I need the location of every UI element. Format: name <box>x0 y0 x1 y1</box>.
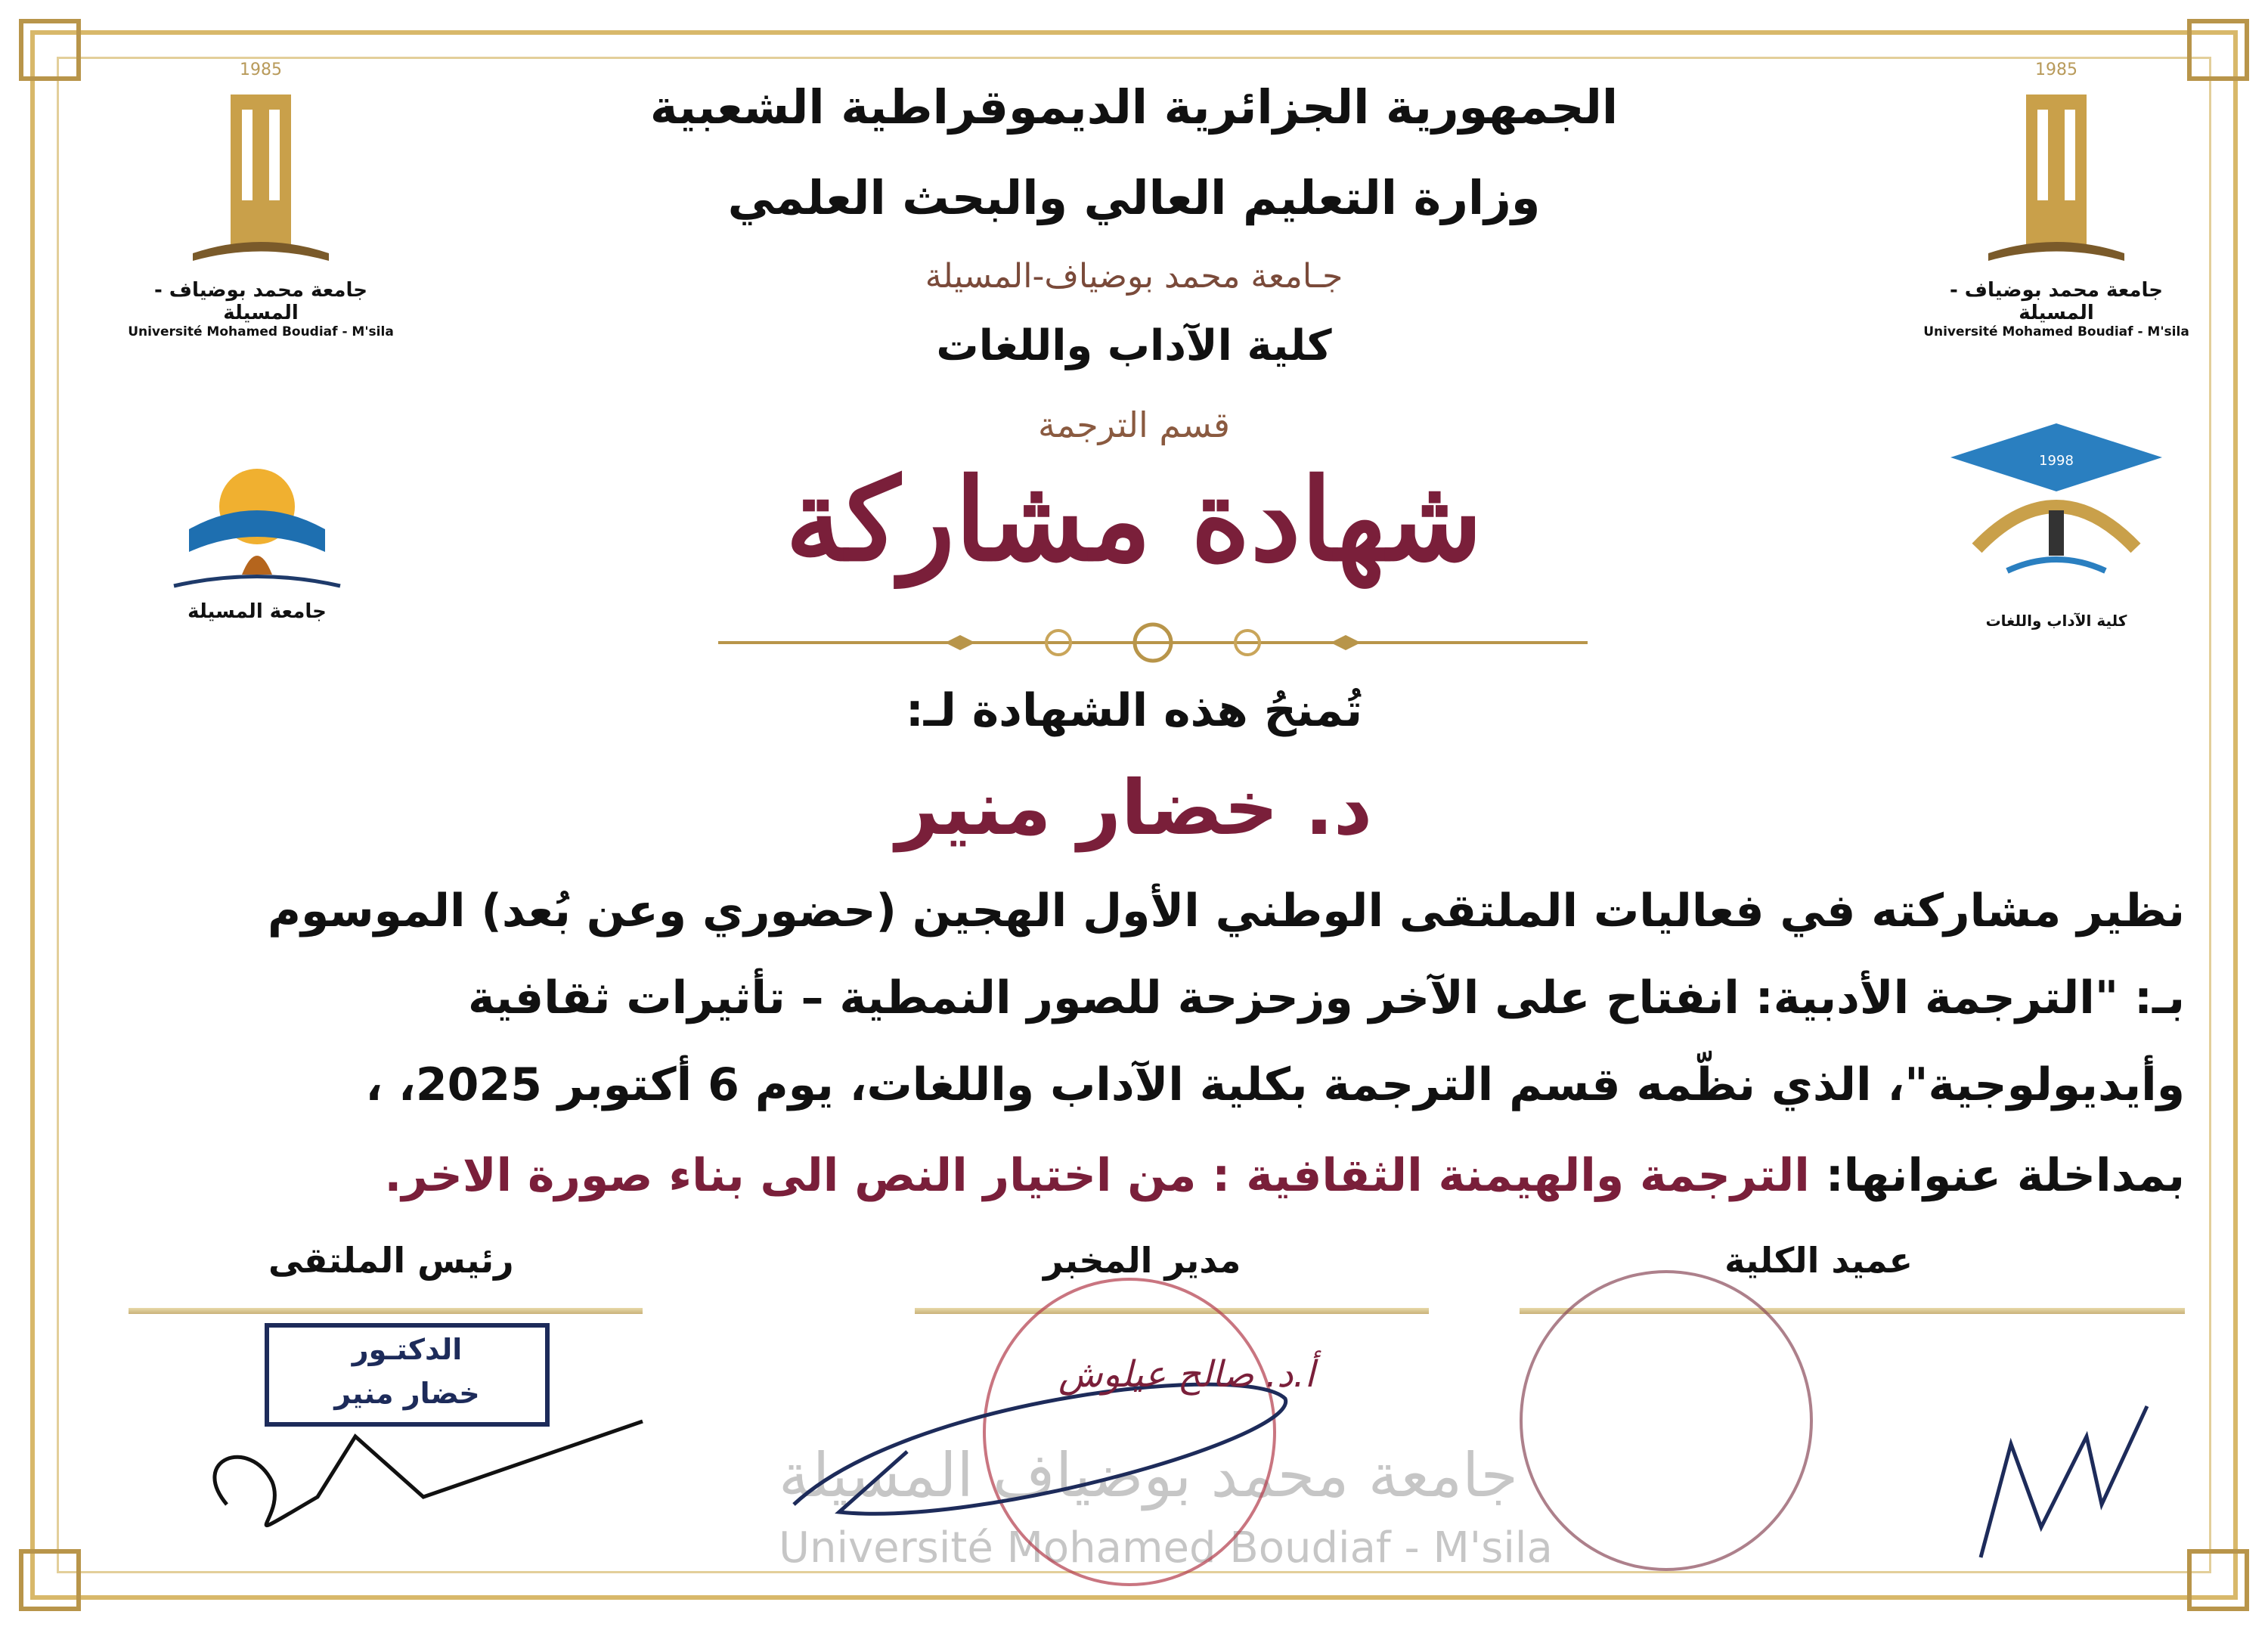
intervention-label: بمداخلة عنوانها: <box>1825 1149 2185 1202</box>
dean-signature <box>1981 1406 2147 1557</box>
watermark-arabic: جامعة محمد بوضياف المسيلة <box>779 1440 1518 1511</box>
department-name: قسم الترجمة <box>1037 404 1230 445</box>
recipient-name: د. خضار منير <box>895 764 1373 852</box>
lab-director-title: مدير المخبر <box>1043 1240 1241 1281</box>
intervention-title: الترجمة والهيمنة الثقافية : من اختيار النص الى بناء صورة الاخر. <box>384 1149 1810 1202</box>
logo-caption-fr: Université Mohamed Boudiaf - M'sila <box>128 324 394 339</box>
stamp-line: خضار منير <box>334 1377 480 1410</box>
director-signature <box>794 1384 1286 1514</box>
faculty-name: كلية الآداب واللغات <box>936 321 1332 370</box>
certificate-title: شهادة مشاركة <box>785 454 1483 587</box>
logo-caption: كلية الآداب واللغات <box>1985 612 2127 630</box>
dean-title: عميد الكلية <box>1724 1240 1913 1281</box>
logo-caption: جامعة المسيلة <box>187 600 327 623</box>
logo-caption-ar: جامعة محمد بوضياف - المسيلة <box>153 279 368 324</box>
logo-caption-fr: Université Mohamed Boudiaf - M'sila <box>1923 324 2189 339</box>
university-name: جـامعة محمد بوضياف-المسيلة <box>925 257 1343 296</box>
country-name: الجمهورية الجزائرية الديموقراطية الشعبية <box>649 79 1619 135</box>
body-line: نظير مشاركته في فعاليات الملتقى الوطني الأول الهجين (حضوري وعن بُعد) الموسوم <box>268 885 2185 937</box>
body-line: وأيديولوجية"، الذي نظّمه قسم الترجمة بكلية الآداب واللغات، يوم 6 أكتوبر 2025، ، <box>365 1058 2185 1111</box>
watermark-french: Université Mohamed Boudiaf - M'sila <box>779 1523 1553 1573</box>
logo-year: 1985 <box>240 60 282 79</box>
director-handwritten-name: أ.د. صالح عيلوش <box>1058 1353 1315 1396</box>
ministry-name: وزارة التعليم العالي والبحث العلمي <box>727 170 1541 225</box>
logo-year: 1998 <box>2039 453 2074 469</box>
body-line: بـ: "الترجمة الأدبية: انفتاح على الآخر وزحزحة للصور النمطية – تأثيرات ثقافية <box>468 971 2185 1024</box>
stamp-line: الدكتـور <box>352 1333 463 1366</box>
logo-year: 1985 <box>2035 60 2077 79</box>
chair-signature <box>215 1421 643 1526</box>
chair-title: رئيس الملتقى <box>268 1240 514 1281</box>
granted-to-label: تُمنحُ هذه الشهادة لـ: <box>905 684 1363 737</box>
logo-caption-ar: جامعة محمد بوضياف - المسيلة <box>1949 279 2164 324</box>
